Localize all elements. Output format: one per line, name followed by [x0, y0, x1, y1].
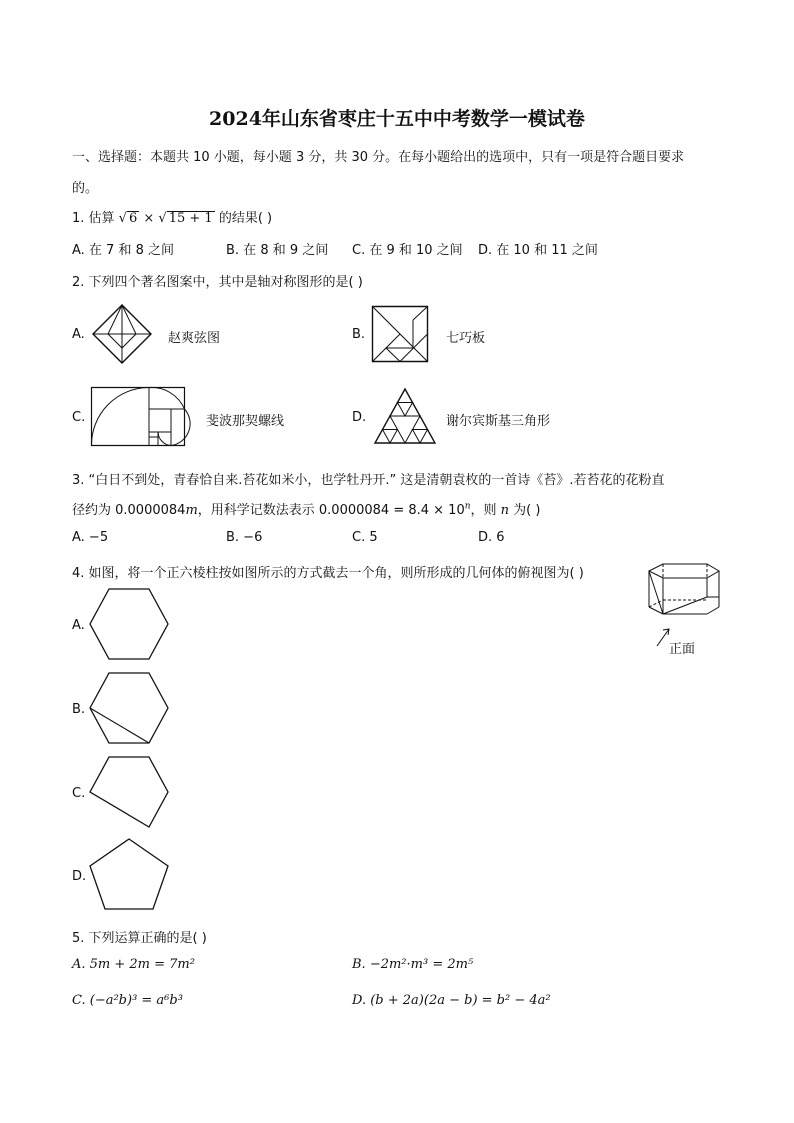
q1-option-a[interactable]: A. 在 7 和 8 之间 — [72, 243, 175, 258]
q1-sqrt-a: 6 — [128, 211, 138, 226]
zhao-shuang-diagram — [92, 304, 152, 364]
q4-option-b-hexagon-cut — [89, 672, 169, 744]
q2-stem: 2. 下列四个著名图案中，其中是轴对称图形的是( ) — [72, 275, 363, 290]
q2-option-b-letter[interactable]: B. — [352, 327, 366, 342]
tangram-diagram — [372, 306, 428, 362]
q3-stem-line1: 3. “白日不到处，青春恰自来.苔花如米小，也学牡丹开.” 这是清朝袁枚的一首诗《苔》.若苔花的花粉直 — [72, 473, 665, 488]
q1-stem — [72, 207, 272, 226]
q1-sqrt-b: 15 + 1 — [168, 211, 213, 226]
q3-option-b[interactable]: B. −6 — [226, 530, 263, 545]
q2-caption-d: 谢尔宾斯基三角形 — [446, 414, 551, 429]
q2-caption-c: 斐波那契螺线 — [206, 414, 285, 429]
q4-option-b-letter[interactable]: B. — [72, 702, 86, 717]
q2-caption-a: 赵爽弦图 — [168, 331, 221, 346]
q3-option-a[interactable]: A. −5 — [72, 530, 109, 545]
q1-sqrt-sign-2: √ — [158, 211, 167, 226]
q5-stem: 5. 下列运算正确的是( ) — [72, 931, 207, 946]
q3-option-d[interactable]: D. 6 — [478, 530, 505, 545]
q3-line2-b: ，用科学记数法表示 0.0000084 = 8.4 × 10 — [197, 503, 465, 518]
section-heading: 一、选择题：本题共 10 小题，每小题 3 分，共 30 分。在每小题给出的选项中，只有一项是符合题目要求 — [72, 150, 685, 165]
q1-sqrt-sign: √ — [118, 211, 127, 226]
q4-option-c-pentagon — [89, 756, 169, 828]
q2-caption-b: 七巧板 — [446, 331, 486, 346]
sierpinski-triangle-diagram — [374, 388, 436, 444]
q2-option-d-letter[interactable]: D. — [352, 410, 367, 425]
section-heading-cont: 的。 — [72, 181, 99, 196]
q4-option-d-pentagon — [89, 838, 169, 910]
q1-option-b[interactable]: B. 在 8 和 9 之间 — [226, 243, 329, 258]
q5-option-d[interactable]: D. (b + 2a)(2a − b) = b² − 4a² — [352, 993, 551, 1008]
q3-line2-d: 为( ) — [509, 503, 541, 518]
q4-option-c-letter[interactable]: C. — [72, 786, 86, 801]
q4-option-d-letter[interactable]: D. — [72, 869, 87, 884]
q4-option-a-hexagon — [89, 588, 169, 660]
q4-option-a-letter[interactable]: A. — [72, 618, 85, 633]
page-title: 2024年山东省枣庄十五中中考数学一模试卷 — [209, 108, 585, 130]
hexagonal-prism-figure — [648, 563, 720, 635]
q1-option-c[interactable]: C. 在 9 和 10 之间 — [352, 243, 463, 258]
q5-option-b[interactable]: B. −2m²·m³ = 2m⁵ — [352, 957, 474, 972]
q5-option-c[interactable]: C. (−a²b)³ = a⁶b³ — [72, 993, 183, 1008]
q1-prefix: 1. 估算 — [72, 211, 119, 226]
q3-stem-line2 — [72, 499, 540, 518]
q2-option-c-letter[interactable]: C. — [72, 410, 86, 425]
q1-option-d[interactable]: D. 在 10 和 11 之间 — [478, 243, 598, 258]
q1-times: × — [139, 211, 159, 226]
q3-exponent: n — [464, 501, 471, 512]
q3-line2-a: 径约为 0.0000084 — [72, 503, 186, 518]
q1-suffix: 的结果( ) — [214, 211, 273, 226]
q2-option-a-letter[interactable]: A. — [72, 327, 85, 342]
q4-front-label: 正面 — [669, 642, 696, 657]
q3-var-n: n — [500, 503, 510, 518]
q3-unit-m: m — [185, 503, 198, 518]
q5-option-a[interactable]: A. 5m + 2m = 7m² — [72, 957, 195, 972]
fibonacci-spiral-diagram — [91, 387, 185, 447]
q3-option-c[interactable]: C. 5 — [352, 530, 378, 545]
q3-line2-c: ，则 — [470, 503, 501, 518]
q4-stem: 4. 如图，将一个正六棱柱按如图所示的方式截去一个角，则所形成的几何体的俯视图为( ) — [72, 566, 584, 581]
